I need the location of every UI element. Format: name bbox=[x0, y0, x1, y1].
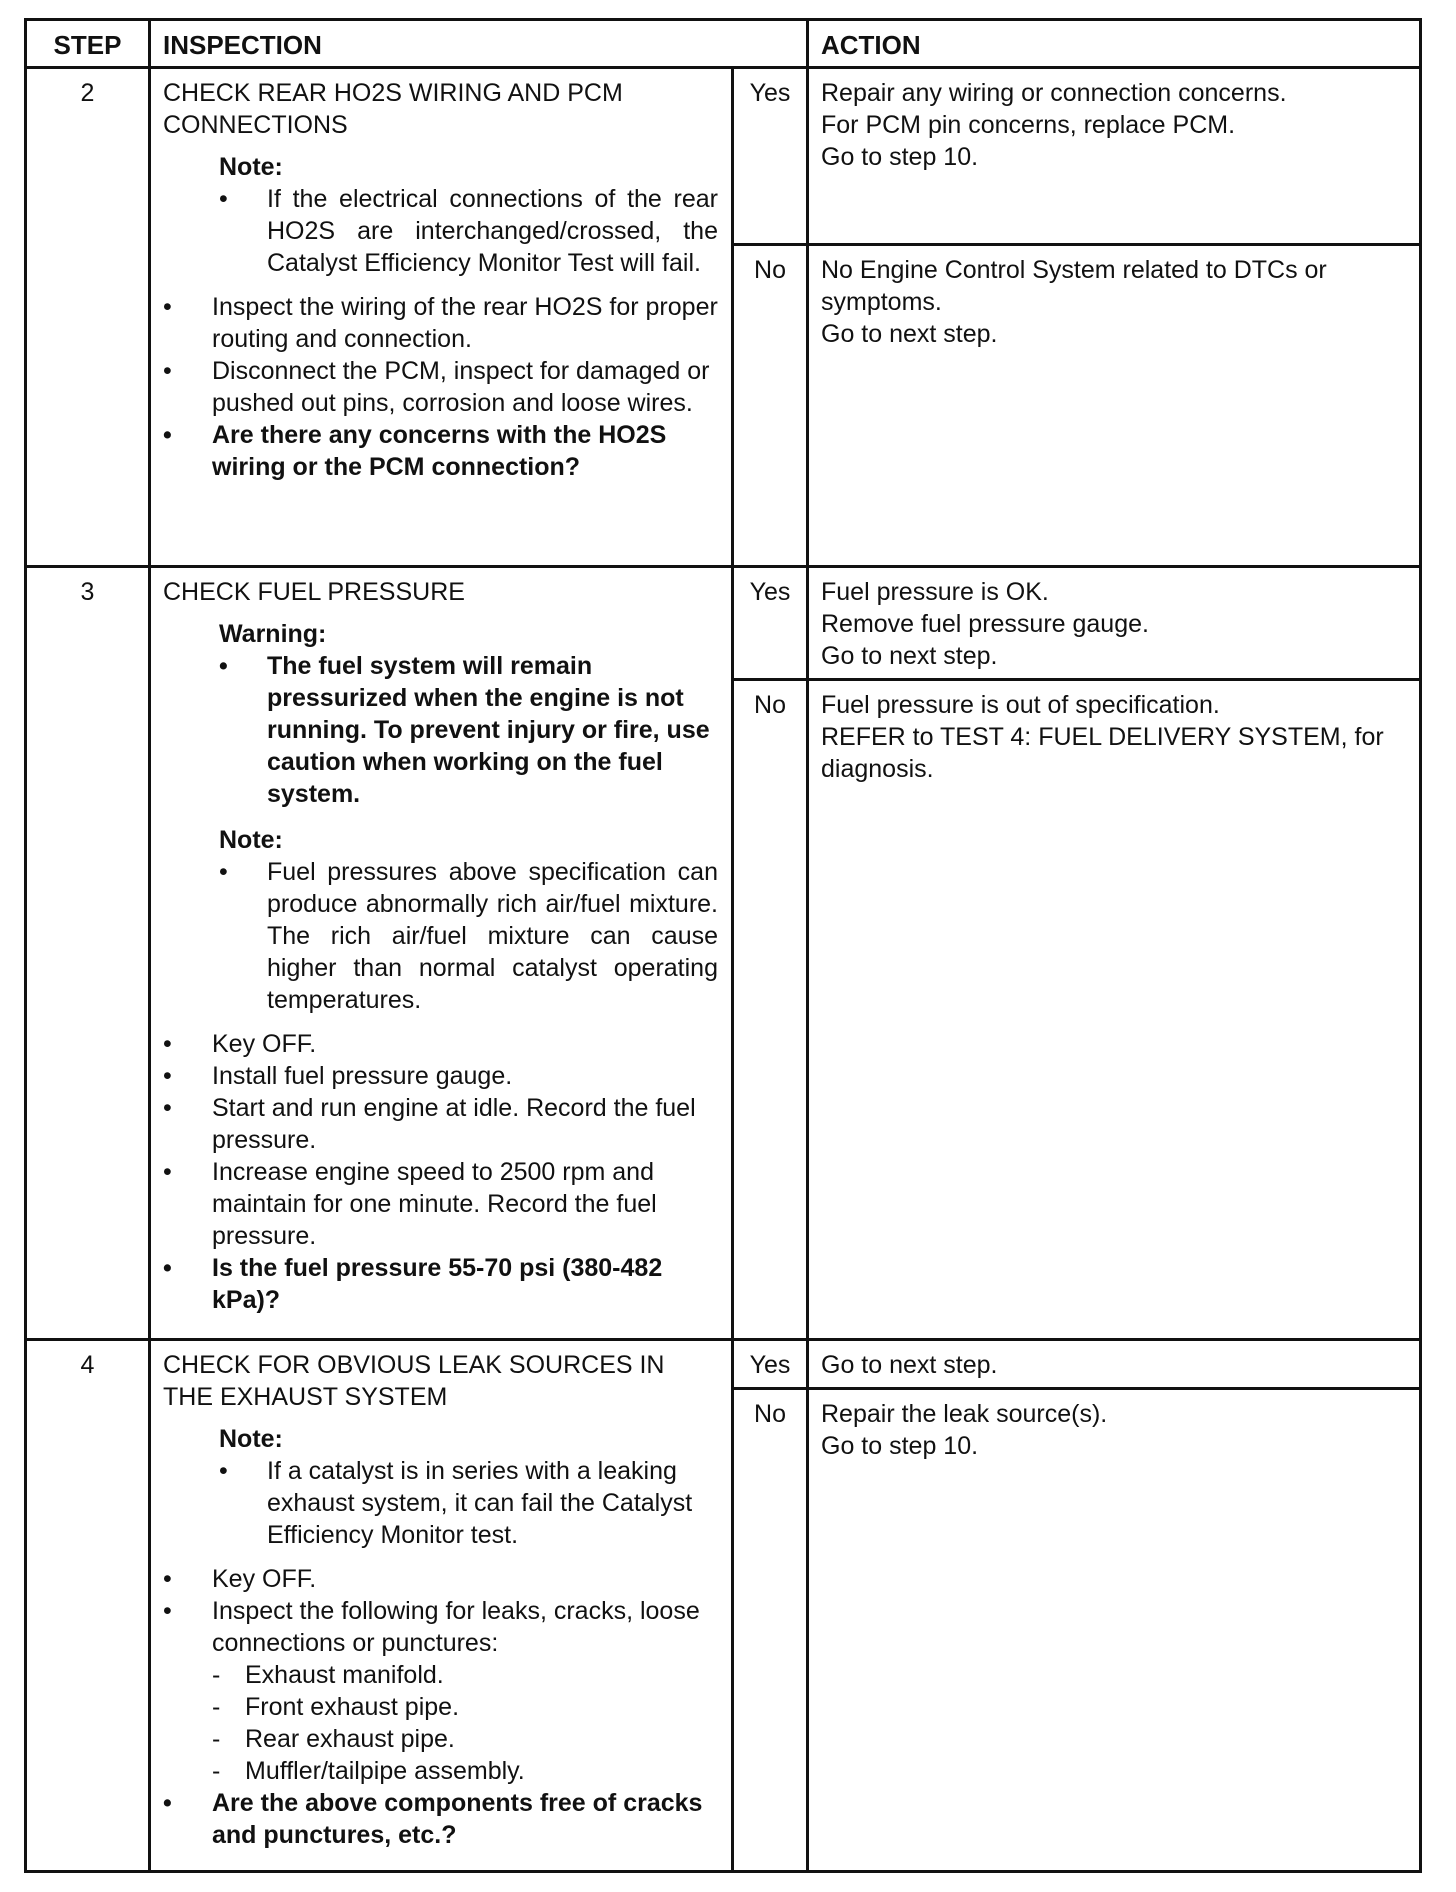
note-label: Note: bbox=[219, 153, 283, 181]
list-item bbox=[163, 1595, 718, 1659]
sub-item bbox=[212, 1755, 718, 1787]
action-line: Go to next step. bbox=[821, 320, 998, 348]
warning-item bbox=[219, 650, 718, 810]
row-divider-2-3 bbox=[24, 565, 1422, 568]
warning-text: The fuel system will remain pressurized when the engine is not running. To prevent injury or fire, use caution when working on the fuel system. bbox=[267, 652, 710, 808]
list-item-text: Key OFF. bbox=[212, 1565, 317, 1593]
yes-action bbox=[821, 1349, 1411, 1381]
list-item bbox=[163, 1092, 718, 1156]
bullet-icon: • bbox=[219, 858, 228, 886]
step-number: 2 bbox=[80, 79, 95, 107]
sub-item bbox=[212, 1659, 718, 1691]
step-title: CHECK REAR HO2S WIRING AND PCM CONNECTIONS bbox=[163, 79, 623, 139]
step-2-inspection bbox=[163, 77, 718, 483]
bullet-icon: • bbox=[163, 1254, 172, 1282]
bullet-icon: • bbox=[163, 1565, 172, 1593]
yes-label: Yes bbox=[749, 578, 791, 606]
step-column-divider bbox=[148, 18, 151, 1873]
note-label: Note: bbox=[219, 1425, 283, 1453]
table-border-bottom bbox=[24, 1870, 1422, 1873]
action-line: Fuel pressure is OK. bbox=[821, 578, 1049, 606]
action-line: No Engine Control System related to DTCs or symptoms. bbox=[821, 256, 1327, 316]
list-item-text: Disconnect the PCM, inspect for damaged or pushed out pins, corrosion and loose wires. bbox=[212, 357, 710, 417]
step-title: CHECK FOR OBVIOUS LEAK SOURCES IN THE EXHAUST SYSTEM bbox=[163, 1351, 665, 1411]
bullet-icon: • bbox=[219, 1457, 228, 1485]
yes-no-divider-4 bbox=[732, 1387, 1422, 1390]
no-label: No bbox=[754, 256, 786, 284]
sub-item bbox=[212, 1691, 718, 1723]
action-line: Go to step 10. bbox=[821, 1432, 979, 1460]
yes-label: Yes bbox=[749, 1351, 791, 1379]
question-text: Is the fuel pressure 55-70 psi (380-482 kPa)? bbox=[212, 1254, 663, 1314]
list-item-text: Install fuel pressure gauge. bbox=[212, 1062, 513, 1090]
table-border-right bbox=[1419, 18, 1422, 1873]
yes-no-divider-3 bbox=[732, 678, 1422, 681]
action-line: Repair the leak source(s). bbox=[821, 1400, 1108, 1428]
list-item bbox=[163, 1060, 718, 1092]
dash-icon: - bbox=[212, 1661, 221, 1689]
step-4-inspection bbox=[163, 1349, 718, 1851]
no-label: No bbox=[754, 1400, 786, 1428]
bullet-icon: • bbox=[163, 421, 172, 449]
note-label: Note: bbox=[219, 826, 283, 854]
action-line: For PCM pin concerns, replace PCM. bbox=[821, 111, 1236, 139]
step-number: 4 bbox=[80, 1351, 95, 1379]
question-text: Are there any concerns with the HO2S wiring or the PCM connection? bbox=[212, 421, 667, 481]
question-item bbox=[163, 419, 718, 483]
note-item bbox=[219, 856, 718, 1016]
yes-action bbox=[821, 77, 1411, 173]
action-line: Repair any wiring or connection concerns. bbox=[821, 79, 1287, 107]
note-text: Fuel pressures above specification can produce abnormally rich air/fuel mixture. The rich air/fuel mixture can cause higher than normal catalyst operating temperatures. bbox=[267, 858, 718, 1014]
sub-item-text: Exhaust manifold. bbox=[245, 1661, 444, 1689]
sub-item-text: Front exhaust pipe. bbox=[245, 1693, 460, 1721]
bullet-icon: • bbox=[163, 1062, 172, 1090]
bullet-icon: • bbox=[163, 1030, 172, 1058]
bullet-icon: • bbox=[163, 357, 172, 385]
bullet-icon: • bbox=[219, 185, 228, 213]
header-inspection: INSPECTION bbox=[163, 30, 322, 60]
note-text: If a catalyst is in series with a leaking exhaust system, it can fail the Catalyst Efficiency Monitor test. bbox=[267, 1457, 693, 1549]
dash-icon: - bbox=[212, 1693, 221, 1721]
question-text: Are the above components free of cracks and punctures, etc.? bbox=[212, 1789, 703, 1849]
step-3-inspection bbox=[163, 576, 718, 1316]
list-item-text: Increase engine speed to 2500 rpm and maintain for one minute. Record the fuel pressure. bbox=[212, 1158, 657, 1250]
row-divider-3-4 bbox=[24, 1338, 1422, 1341]
checklist bbox=[163, 1028, 718, 1316]
dash-icon: - bbox=[212, 1757, 221, 1785]
yes-action bbox=[821, 576, 1411, 672]
list-item bbox=[163, 1028, 718, 1060]
no-action bbox=[821, 689, 1411, 785]
list-item bbox=[163, 355, 718, 419]
no-action bbox=[821, 254, 1411, 350]
table-border-left bbox=[24, 18, 27, 1873]
table-border-top bbox=[24, 18, 1422, 21]
sub-item-text: Rear exhaust pipe. bbox=[245, 1725, 455, 1753]
question-item bbox=[163, 1787, 718, 1851]
bullet-icon: • bbox=[163, 1597, 172, 1625]
list-item bbox=[163, 1563, 718, 1595]
no-label: No bbox=[754, 691, 786, 719]
note-item bbox=[219, 1455, 718, 1551]
list-item-text: Inspect the following for leaks, cracks, loose connections or punctures: bbox=[212, 1597, 700, 1657]
action-line: REFER to TEST 4: FUEL DELIVERY SYSTEM, for diagnosis. bbox=[821, 723, 1384, 783]
header-action: ACTION bbox=[821, 30, 921, 60]
question-item bbox=[163, 1252, 718, 1316]
bullet-icon: • bbox=[163, 293, 172, 321]
inspection-column-divider bbox=[731, 66, 734, 1873]
dash-icon: - bbox=[212, 1725, 221, 1753]
no-action bbox=[821, 1398, 1411, 1462]
bullet-icon: • bbox=[163, 1158, 172, 1186]
bullet-icon: • bbox=[163, 1094, 172, 1122]
list-item-text: Start and run engine at idle. Record the fuel pressure. bbox=[212, 1094, 696, 1154]
header-step: STEP bbox=[53, 30, 122, 60]
list-item bbox=[163, 291, 718, 355]
action-line: Go to next step. bbox=[821, 1351, 998, 1379]
checklist bbox=[163, 291, 718, 483]
list-item-text: Inspect the wiring of the rear HO2S for proper routing and connection. bbox=[212, 293, 718, 353]
action-line: Go to step 10. bbox=[821, 143, 979, 171]
step-title: CHECK FUEL PRESSURE bbox=[163, 578, 465, 606]
header-divider bbox=[24, 66, 1422, 69]
action-line: Go to next step. bbox=[821, 642, 998, 670]
action-line: Fuel pressure is out of specification. bbox=[821, 691, 1220, 719]
note-item bbox=[219, 183, 718, 279]
list-item bbox=[163, 1156, 718, 1252]
note-text: If the electrical connections of the rear HO2S are interchanged/crossed, the Catalyst Efficiency Monitor Test will fail. bbox=[267, 185, 718, 277]
checklist bbox=[163, 1563, 718, 1851]
action-column-divider bbox=[806, 18, 809, 1873]
warning-label: Warning: bbox=[219, 620, 327, 648]
yes-no-divider-2 bbox=[732, 243, 1422, 246]
bullet-icon: • bbox=[163, 1789, 172, 1817]
step-number: 3 bbox=[80, 578, 95, 606]
action-line: Remove fuel pressure gauge. bbox=[821, 610, 1149, 638]
bullet-icon: • bbox=[219, 652, 228, 680]
sub-item-text: Muffler/tailpipe assembly. bbox=[245, 1757, 525, 1785]
yes-label: Yes bbox=[749, 79, 791, 107]
sub-item bbox=[212, 1723, 718, 1755]
list-item-text: Key OFF. bbox=[212, 1030, 317, 1058]
